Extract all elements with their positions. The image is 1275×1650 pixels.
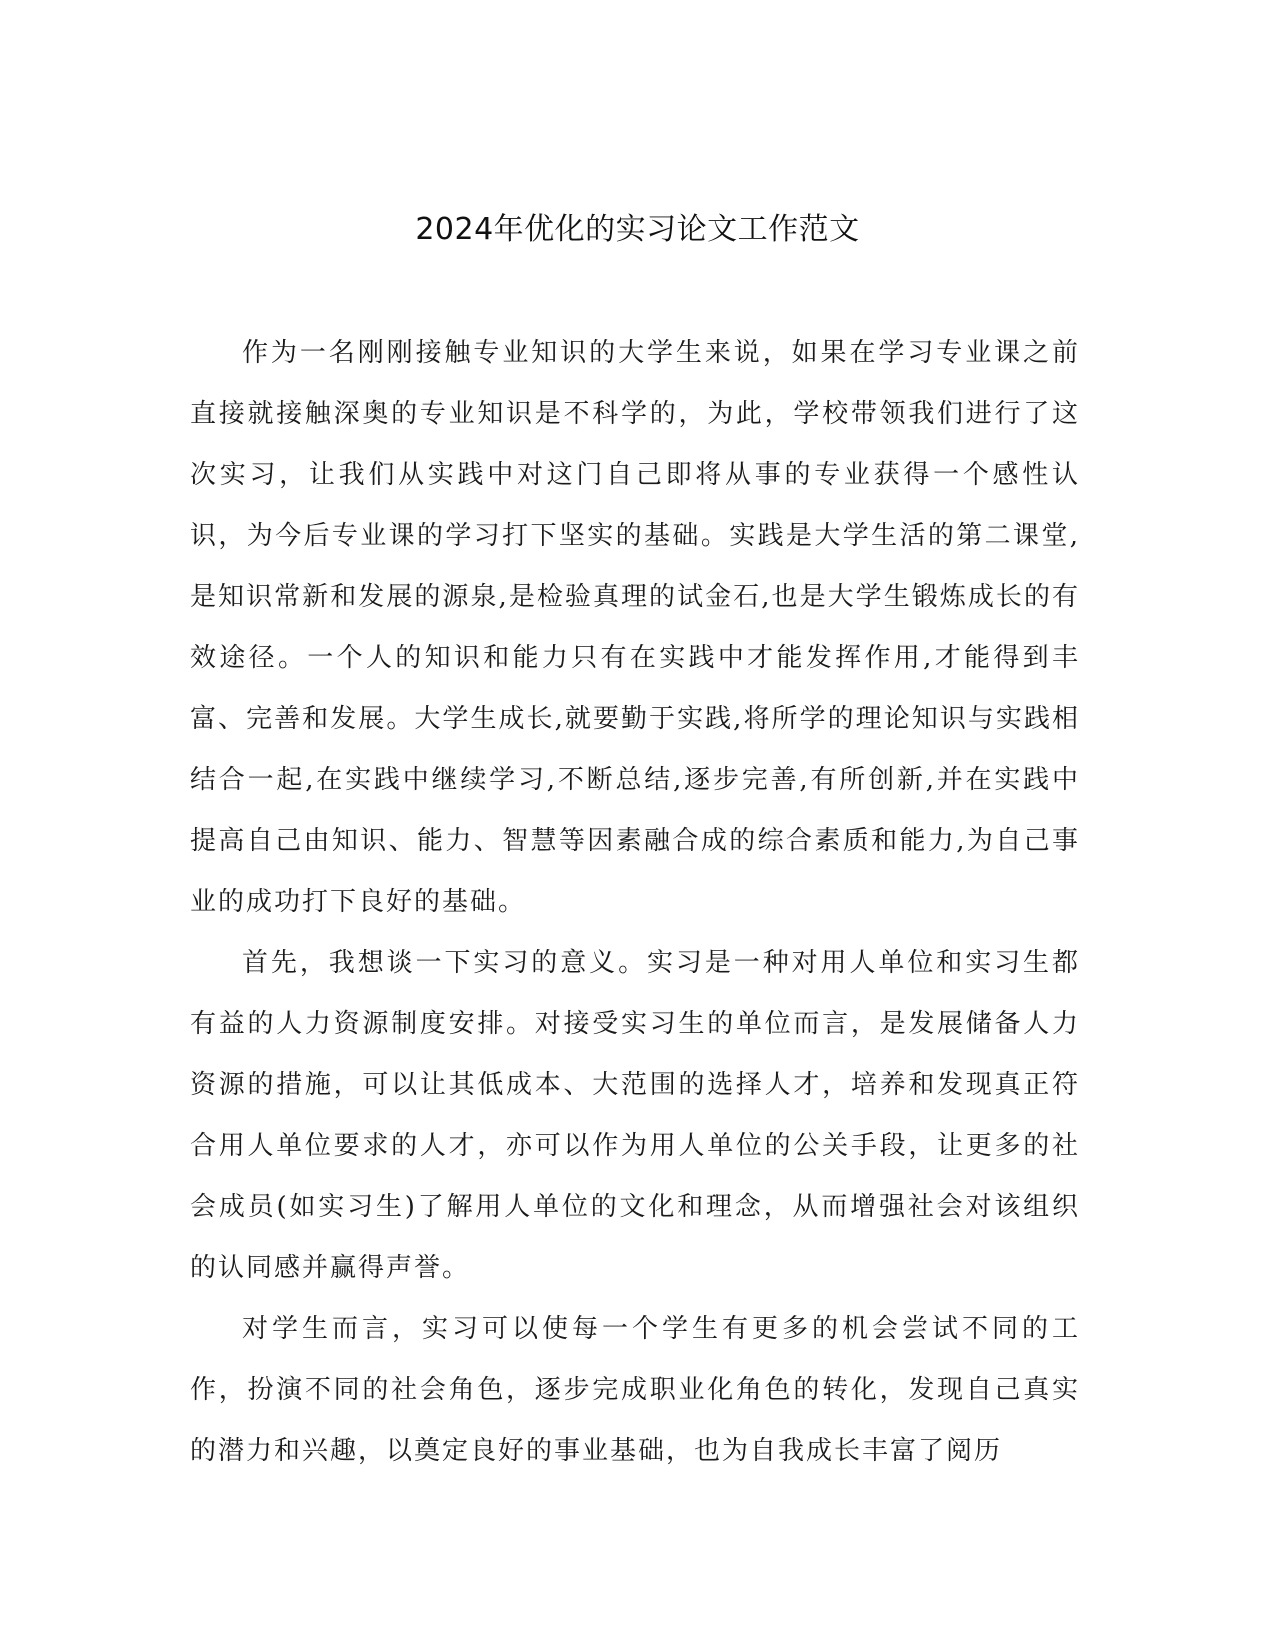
paragraph-internship-meaning: 首先，我想谈一下实习的意义。实习是一种对用人单位和实习生都有益的人力资源制度安排。对接受实习生的单位而言，是发展储备人力资源的措施，可以让其低成本、大范围的选择人才，培养和发现真正符合用人单位要求的人才，亦可以作为用人单位的公关手段，让更多的社会成员(如实习生)了解用人单位的文化和理念，从而增强社会对该组织的认同感并赢得声誉。 <box>190 948 1080 1283</box>
document-title: 2024年优化的实习论文工作范文 <box>415 212 860 247</box>
document-body <box>190 323 1080 1482</box>
paragraph-student-benefits: 对学生而言，实习可以使每一个学生有更多的机会尝试不同的工作，扮演不同的社会角色，逐步完成职业化角色的转化，发现自己真实的潜力和兴趣，以奠定良好的事业基础，也为自我成长丰富了阅历 <box>190 1314 1080 1466</box>
paragraph-introduction: 作为一名刚刚接触专业知识的大学生来说，如果在学习专业课之前直接就接触深奥的专业知识是不科学的，为此，学校带领我们进行了这次实习，让我们从实践中对这门自己即将从事的专业获得一个感性认识，为今后专业课的学习打下坚实的基础。实践是大学生活的第二课堂,是知识常新和发展的源泉,是检验真理的试金石,也是大学生锻炼成长的有效途径。一个人的知识和能力只有在实践中才能发挥作用,才能得到丰富、完善和发展。大学生成长,就要勤于实践,将所学的理论知识与实践相结合一起,在实践中继续学习,不断总结,逐步完善,有所创新,并在实践中提高自己由知识、能力、智慧等因素融合成的综合素质和能力,为自己事业的成功打下良好的基础。 <box>190 338 1080 917</box>
